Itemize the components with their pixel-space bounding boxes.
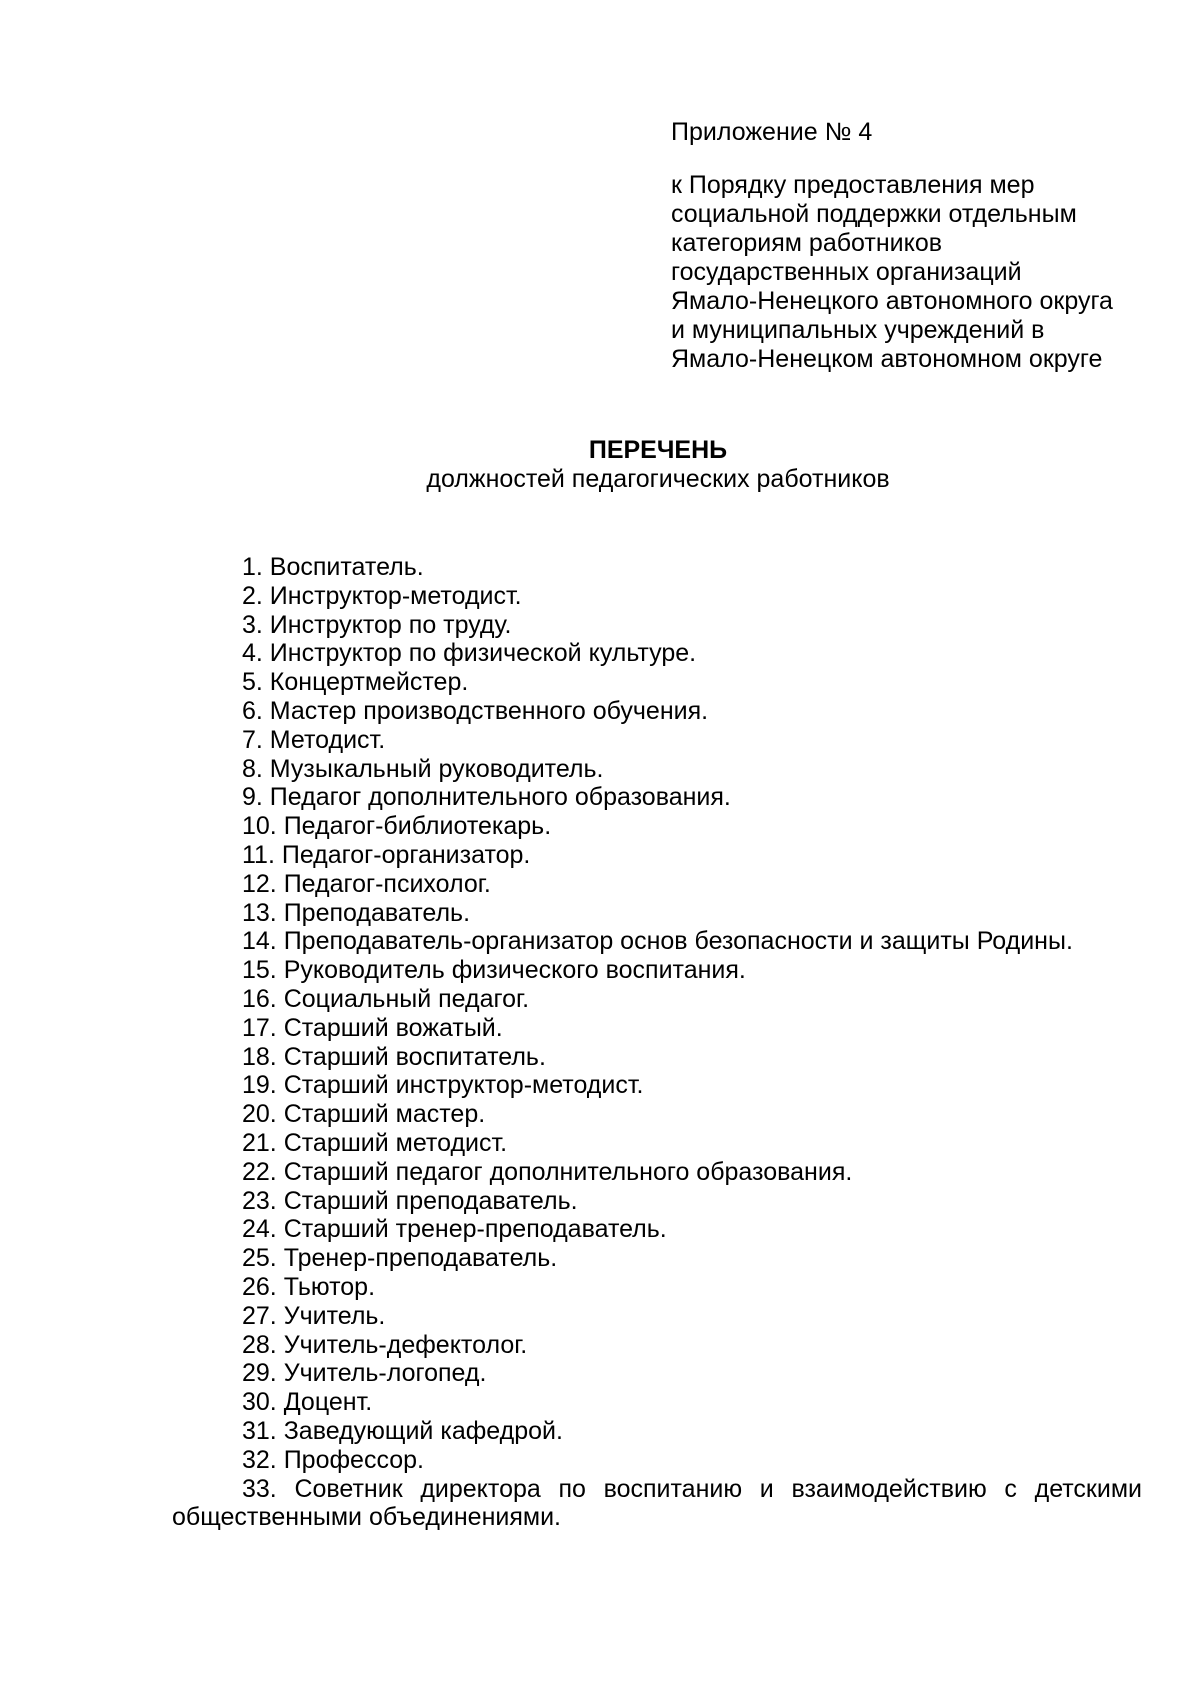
list-item: 8. Музыкальный руководитель. — [242, 754, 604, 783]
list-item: 4. Инструктор по физической культуре. — [242, 639, 697, 668]
list-item: 29. Учитель-логопед. — [242, 1359, 487, 1388]
list-item: 25. Тренер-преподаватель. — [242, 1244, 558, 1273]
positions-list — [172, 553, 1142, 1532]
appendix-number: Приложение № 4 — [671, 118, 873, 146]
appendix-basis-line: и муниципальных учреждений в — [671, 316, 1045, 344]
document-title: ПЕРЕЧЕНЬ — [588, 436, 728, 464]
document-subtitle: должностей педагогических работников — [426, 465, 890, 493]
heading-block — [0, 436, 1200, 494]
list-item: 17. Старший вожатый. — [242, 1013, 503, 1042]
appendix-basis-line: социальной поддержки отдельным — [671, 200, 1077, 228]
list-item: 26. Тьютор. — [242, 1272, 376, 1301]
list-item: 12. Педагог-психолог. — [242, 869, 491, 898]
list-item: 22. Старший педагог дополнительного образования. — [242, 1157, 853, 1186]
list-item: 10. Педагог-библиотекарь. — [242, 812, 552, 841]
list-item: 21. Старший методист. — [242, 1128, 508, 1157]
list-item: 19. Старший инструктор-методист. — [242, 1071, 644, 1100]
list-item: 9. Педагог дополнительного образования. — [242, 783, 731, 812]
list-item: 16. Социальный педагог. — [242, 984, 530, 1013]
appendix-basis-line: Ямало-Ненецкого автономного округа — [671, 287, 1113, 315]
appendix-basis-line: государственных организаций — [671, 258, 1022, 286]
list-item: 32. Профессор. — [242, 1445, 424, 1474]
list-item: 14. Преподаватель-организатор основ безопасности и защиты Родины. — [242, 927, 1073, 956]
list-item: 18. Старший воспитатель. — [242, 1042, 546, 1071]
appendix-block — [671, 118, 1171, 374]
list-item: 5. Концертмейстер. — [242, 668, 469, 697]
list-item: 6. Мастер производственного обучения. — [242, 696, 709, 725]
list-item: 3. Инструктор по труду. — [242, 610, 512, 639]
appendix-basis-line: к Порядку предоставления мер — [671, 171, 1035, 199]
list-item: 13. Преподаватель. — [242, 898, 471, 927]
appendix-basis-line: Ямало-Ненецком автономном округе — [671, 345, 1103, 373]
list-item: 20. Старший мастер. — [242, 1100, 486, 1129]
list-item: 7. Методист. — [242, 725, 386, 754]
list-item: 31. Заведующий кафедрой. — [242, 1416, 563, 1445]
list-item: 15. Руководитель физического воспитания. — [242, 956, 746, 985]
list-item: 23. Старший преподаватель. — [242, 1186, 578, 1215]
list-item: 28. Учитель-дефектолог. — [242, 1330, 528, 1359]
list-item: 11. Педагог-организатор. — [242, 840, 531, 869]
list-item: 30. Доцент. — [242, 1388, 373, 1417]
list-item: 24. Старший тренер-преподаватель. — [242, 1215, 667, 1244]
list-item: 27. Учитель. — [242, 1301, 386, 1330]
list-item: 33. Советник директора по воспитанию и взаимодействию с детскими общественными объединениями. — [172, 1474, 1142, 1532]
appendix-basis-line: категориям работников — [671, 229, 943, 257]
list-item: 1. Воспитатель. — [242, 553, 424, 581]
appendix-basis — [671, 171, 1171, 374]
list-item: 2. Инструктор-методист. — [242, 581, 522, 610]
